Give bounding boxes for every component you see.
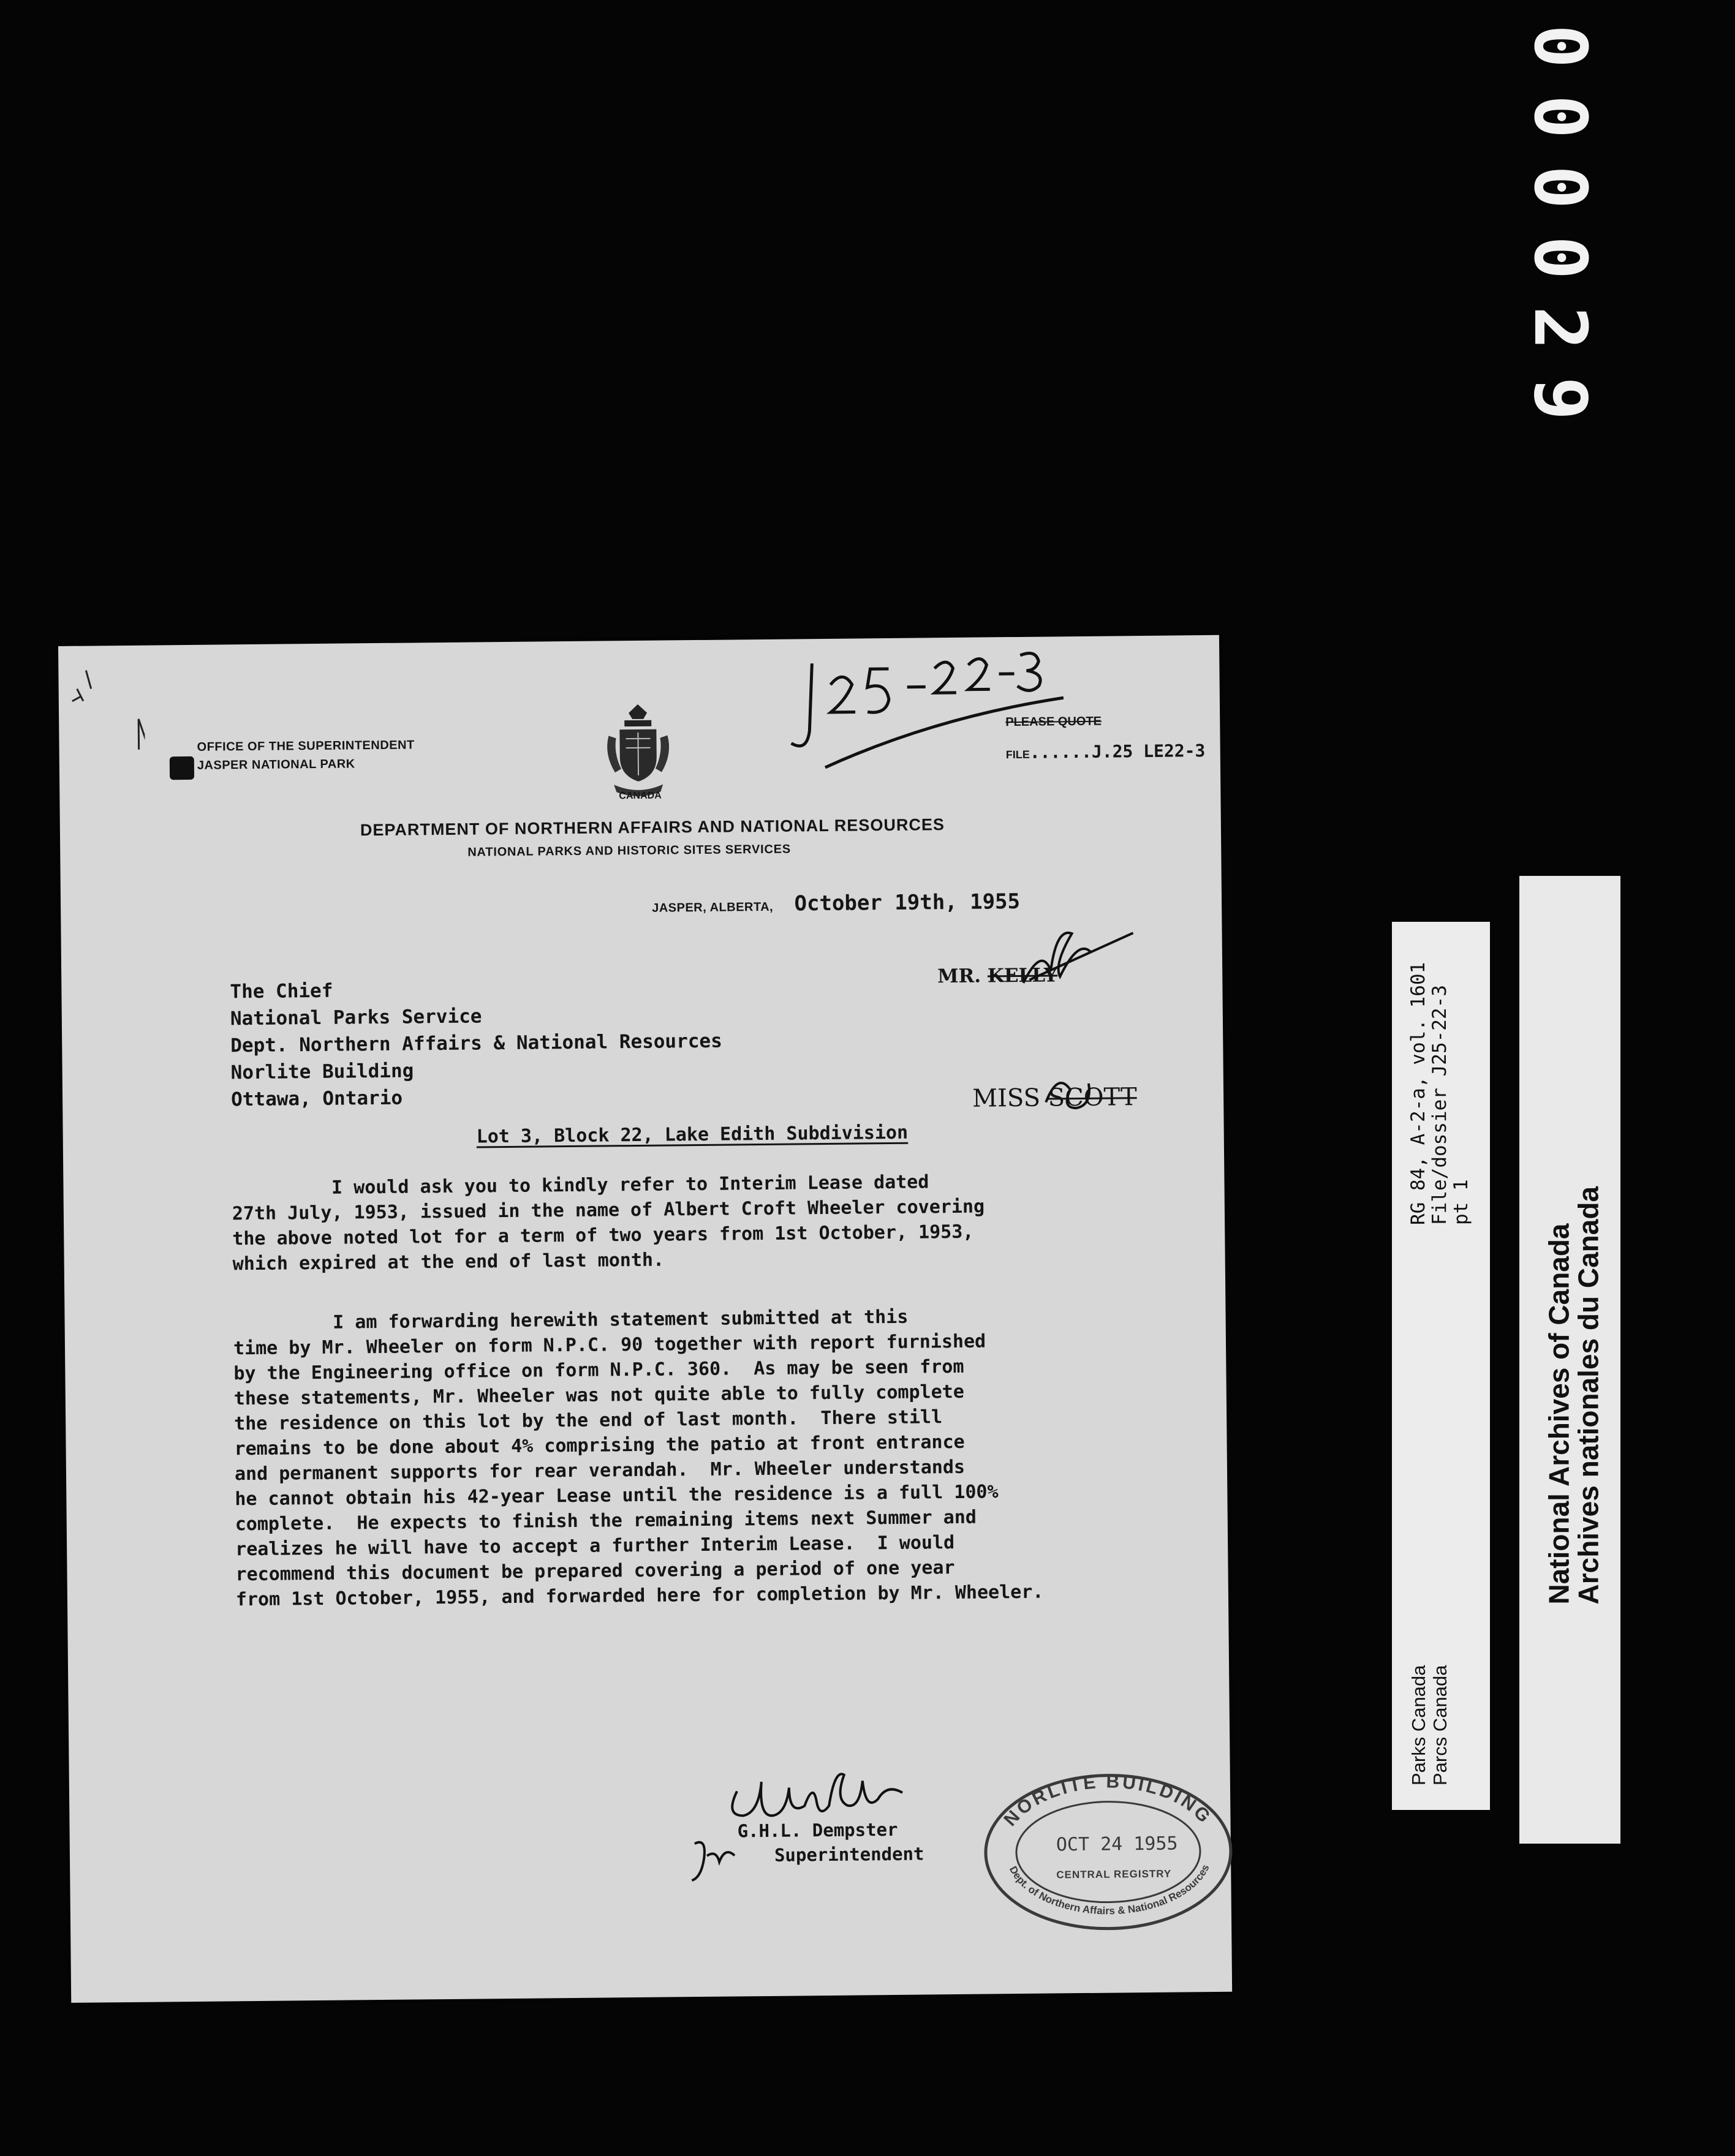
frame-number-text: 000029	[1518, 24, 1603, 448]
stamp-top-text: NORLITE BUILDING	[1000, 1771, 1216, 1830]
parks-canada-fr: Parcs Canada	[1429, 1665, 1451, 1785]
office-line-2: JASPER NATIONAL PARK	[197, 757, 355, 772]
file-reference: FILE......J.25 LE22-3	[1005, 741, 1206, 763]
national-archives-label	[1544, 1186, 1603, 1605]
svg-text:NORLITE BUILDING	[1000, 1771, 1216, 1830]
body-line: realizes he will have to accept a further Interim Lease. I would	[235, 1532, 955, 1561]
subject-line: Lot 3, Block 22, Lake Edith Subdivision	[476, 1121, 909, 1148]
body-line: and permanent supports for rear verandah. Mr. Wheeler understands	[234, 1456, 966, 1485]
file-label: FILE	[1005, 748, 1030, 761]
please-quote: PLEASE QUOTE	[1005, 714, 1102, 729]
body-line: I am forwarding herewith statement submitted at this	[233, 1306, 909, 1335]
address-line: The Chief	[230, 979, 333, 1003]
margin-marks-icon	[58, 646, 145, 781]
body-paragraph-1	[232, 1169, 985, 1277]
body-line: complete. He expects to finish the remaining items next Summer and	[235, 1506, 977, 1536]
office-lines	[197, 736, 415, 774]
per-mark-icon	[686, 1834, 741, 1883]
stamp-registry: CENTRAL REGISTRY	[1056, 1868, 1172, 1881]
letter-date: October 19th, 1955	[794, 889, 1021, 916]
kelly-initials-icon	[1016, 921, 1140, 995]
address-line: Dept. Northern Affairs & National Resources	[230, 1030, 722, 1057]
letter-page	[58, 635, 1232, 2003]
department-heading: DEPARTMENT OF NORTHERN AFFAIRS AND NATIONAL RESOURCES	[360, 815, 945, 840]
national-archives-rotated	[1520, 876, 1621, 1844]
signatory-title: Superintendent	[774, 1843, 924, 1866]
archive-ref-line-3: pt 1	[1450, 1179, 1472, 1225]
body-line: remains to be done about 4% comprising the patio at front entrance	[234, 1431, 965, 1460]
signatory-name: G.H.L. Dempster	[737, 1819, 898, 1842]
national-archives-en: National Archives of Canada	[1543, 1223, 1575, 1605]
scott-initials-icon	[1040, 1065, 1102, 1115]
crest-label: CANADA	[619, 790, 662, 802]
body-line: which expired at the end of last month.	[232, 1249, 665, 1275]
body-line: by the Engineering office on form N.P.C. 360. As may be seen from	[233, 1355, 964, 1385]
address-line: National Parks Service	[230, 1005, 482, 1030]
handwritten-file-text: J25-22-3	[787, 651, 790, 652]
microfilm-frame-number	[1518, 24, 1603, 612]
service-heading: NATIONAL PARKS AND HISTORIC SITES SERVICES	[467, 842, 792, 859]
routing-miss: MISS	[972, 1084, 1041, 1113]
body-line: 27th July, 1953, issued in the name of Albert Croft Wheeler covering	[232, 1196, 985, 1225]
body-line: these statements, Mr. Wheeler was not quite able to fully complete	[233, 1381, 964, 1410]
place-date	[652, 889, 1020, 918]
body-line: the residence on this lot by the end of last month. There still	[234, 1406, 943, 1435]
parks-canada-en: Parks Canada	[1408, 1665, 1429, 1785]
body-line: I would ask you to kindly refer to Interim Lease dated	[232, 1171, 929, 1200]
archive-reference-strip	[1392, 922, 1490, 1810]
stamp-bottom-text: Dept. of Northern Affairs & National Resources	[1007, 1863, 1212, 1917]
body-line: he cannot obtain his 42-year Lease until the residence is a full 100%	[235, 1481, 999, 1510]
office-line-1: OFFICE OF THE SUPERINTENDENT	[197, 738, 415, 754]
signature-block	[737, 1817, 924, 1868]
recipient-address	[230, 974, 723, 1114]
routing-kelly: KELLY	[987, 964, 1058, 987]
archive-ref-line-2: File/dossier J25-22-3	[1429, 985, 1451, 1225]
archive-file-reference	[1408, 962, 1472, 1225]
ink-blot	[170, 756, 194, 780]
national-archives-fr: Archives nationales du Canada	[1572, 1186, 1605, 1605]
national-archives-strip	[1519, 876, 1620, 1844]
place: JASPER, ALBERTA,	[652, 900, 774, 915]
archive-reference-rotated	[1392, 922, 1490, 1810]
body-line: from 1st October, 1955, and forwarded here for completion by Mr. Wheeler.	[235, 1581, 1044, 1611]
routing-scott: SCOTT	[1048, 1083, 1137, 1112]
signature-icon	[718, 1752, 939, 1822]
parks-canada-label	[1408, 1665, 1451, 1785]
body-line: time by Mr. Wheeler on form N.P.C. 90 together with report furnished	[233, 1330, 986, 1360]
stamp-date: OCT 24 1955	[1056, 1833, 1178, 1856]
file-number: J.25 LE22-3	[1091, 741, 1206, 762]
body-paragraph-2	[233, 1303, 1043, 1613]
archive-ref-line-1: RG 84, A-2-a, vol. 1601	[1407, 962, 1429, 1225]
address-line: Norlite Building	[230, 1060, 414, 1084]
body-line: the above noted lot for a term of two years from 1st October, 1953,	[232, 1221, 974, 1250]
body-line: recommend this document be prepared covering a period of one year	[235, 1557, 955, 1586]
address-line: Ottawa, Ontario	[230, 1087, 403, 1111]
routing-mr: MR.	[937, 965, 981, 988]
